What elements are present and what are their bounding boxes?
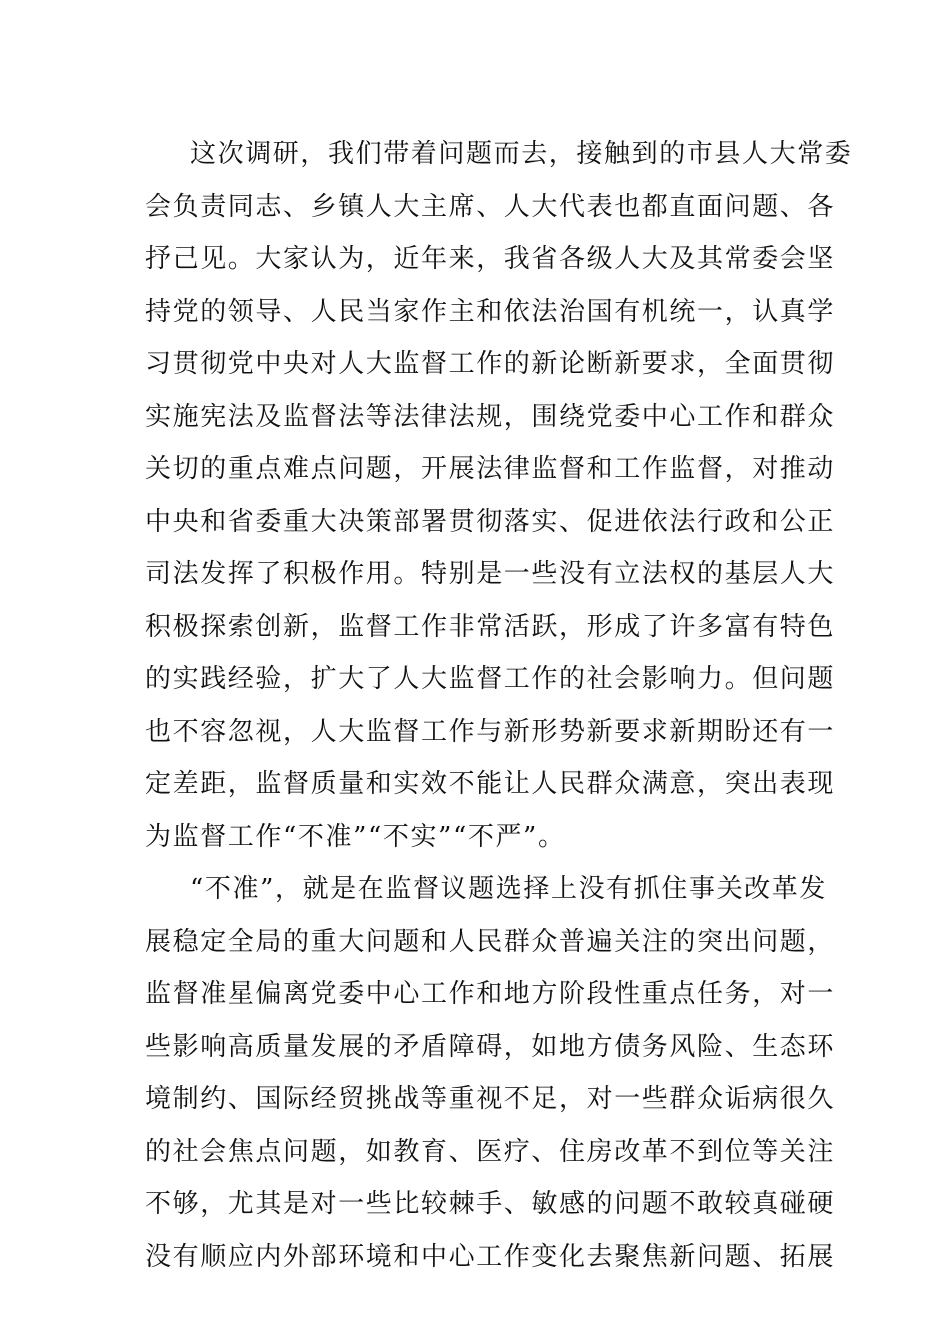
text-line: 的实践经验，扩大了人大监督工作的社会影响力。但问题 [145, 664, 836, 694]
text-line: 关切的重点难点问题，开展法律监督和工作监督，对推动 [145, 454, 836, 484]
document-body [145, 128, 853, 1283]
text-line: 监督准星偏离党委中心工作和地方阶段性重点任务，对一 [145, 979, 836, 1009]
text-line: 抒己见。大家认为，近年来，我省各级人大及其常委会坚 [145, 244, 836, 274]
text-line: 不够，尤其是对一些比较棘手、敏感的问题不敢较真碰硬 [145, 1189, 836, 1219]
text-line: 的社会焦点问题，如教育、医疗、住房改革不到位等关注 [145, 1136, 836, 1167]
text-line: 中央和省委重大决策部署贯彻落实、促进依法行政和公正 [145, 506, 836, 537]
text-line: 没有顺应内外部环境和中心工作变化去聚焦新问题、拓展 [145, 1241, 836, 1272]
paragraph-2 [145, 863, 836, 1283]
text-line: 为监督工作“不准”“不实”“不严”。 [145, 821, 566, 852]
text-line: 展稳定全局的重大问题和人民群众普遍关注的突出问题， [145, 926, 836, 957]
text-line: 这次调研，我们带着问题而去，接触到的市县人大常委 [190, 139, 853, 169]
text-line: 境制约、国际经贸挑战等重视不足，对一些群众诟病很久 [145, 1084, 836, 1114]
text-line: 会负责同志、乡镇人大主席、人大代表也都直面问题、各 [145, 191, 836, 222]
text-line: 也不容忽视，人大监督工作与新形势新要求新期盼还有一 [145, 716, 836, 747]
text-line: 定差距，监督质量和实效不能让人民群众满意，突出表现 [145, 769, 836, 799]
text-line: 实施宪法及监督法等法律法规，围绕党委中心工作和群众 [145, 401, 836, 432]
text-line: 习贯彻党中央对人大监督工作的新论断新要求，全面贯彻 [145, 349, 836, 379]
text-line: 司法发挥了积极作用。特别是一些没有立法权的基层人大 [145, 559, 836, 589]
text-line: 持党的领导、人民当家作主和依法治国有机统一，认真学 [145, 296, 836, 327]
text-line: 些影响高质量发展的矛盾障碍，如地方债务风险、生态环 [145, 1031, 836, 1062]
text-line: “不准”，就是在监督议题选择上没有抓住事关改革发 [190, 874, 827, 904]
text-line: 积极探索创新，监督工作非常活跃，形成了许多富有特色 [145, 611, 836, 642]
paragraph-1 [145, 128, 853, 863]
